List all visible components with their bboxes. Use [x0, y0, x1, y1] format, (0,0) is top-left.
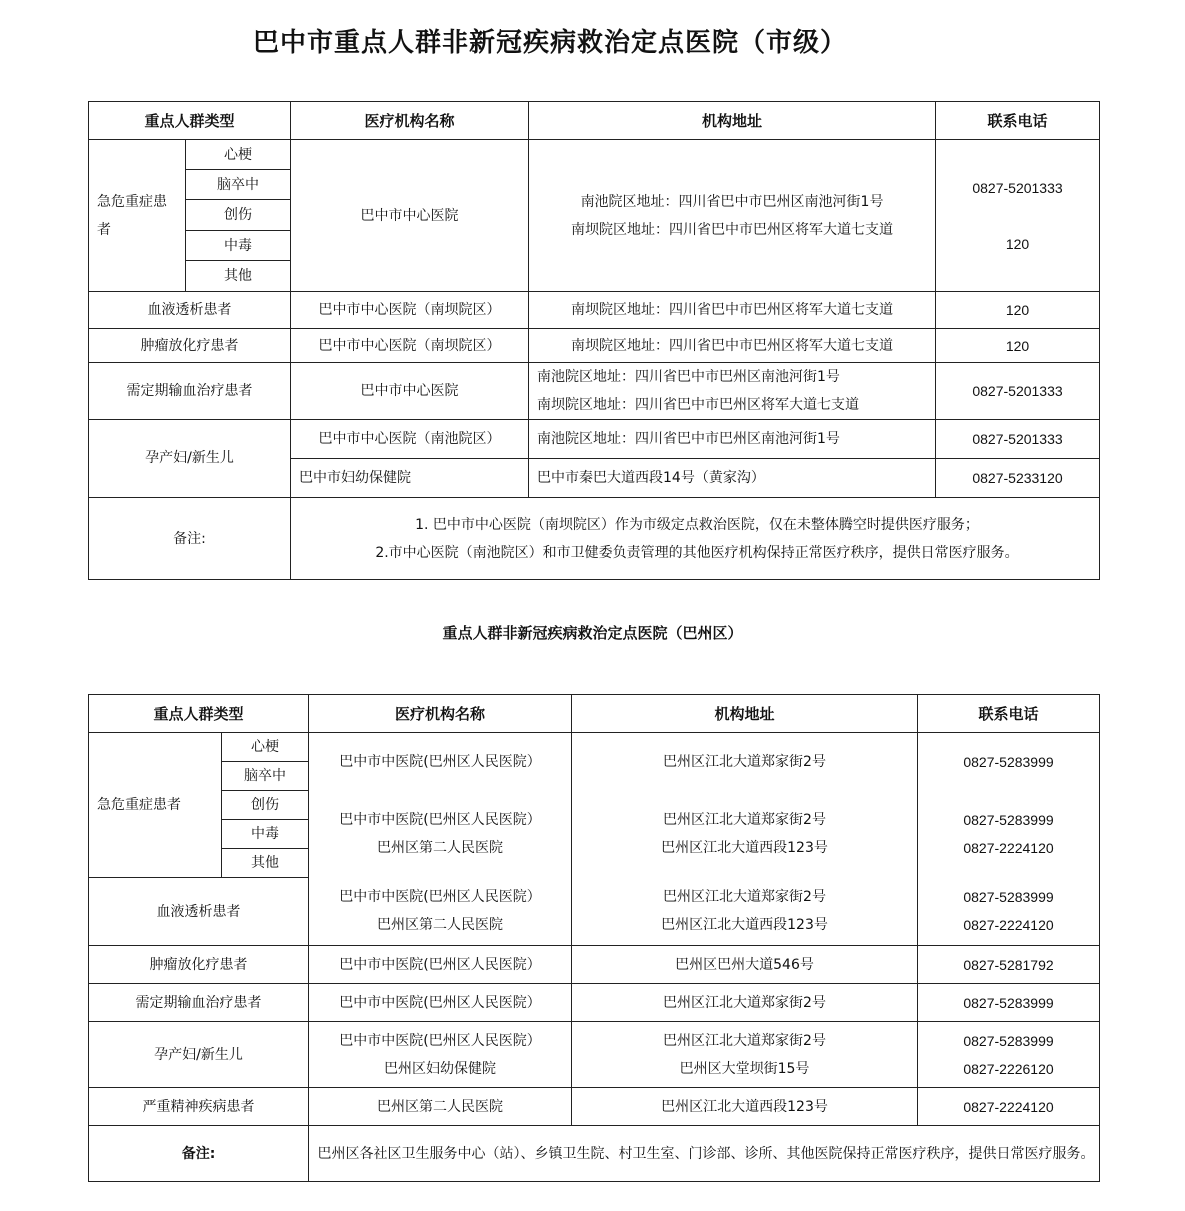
hospital-cell: 巴中市中医院(巴州区人民医院） — [309, 984, 572, 1022]
hospital-cell — [309, 878, 572, 946]
header-address: 机构地址 — [572, 695, 918, 733]
address-line: 巴州区江北大道郑家街2号 — [663, 812, 826, 828]
section-title: 重点人群非新冠疾病救治定点医院（巴州区） — [442, 624, 743, 642]
hospital-line: 巴州区第二人民医院 — [377, 917, 504, 934]
notes-content: 巴州区各社区卫生服务中心（站）、乡镇卫生院、村卫生室、门诊部、诊所、其他医院保持正常医疗秩序，提供日常医疗服务。 — [309, 1126, 1100, 1182]
hospital-cell: 巴州区第二人民医院 — [309, 1088, 572, 1126]
emergency-address-cell — [529, 140, 936, 292]
phone-cell: 0827-5281792 — [918, 946, 1100, 984]
phone-cell — [918, 878, 1100, 946]
phone-cell: 120 — [936, 292, 1100, 329]
hospital-cell: 巴中市中心医院 — [291, 363, 529, 420]
address-line: 南池院区地址：四川省巴中市巴州区南池河街1号 — [580, 193, 884, 210]
address-cell: 巴州区江北大道郑家街2号 — [572, 984, 918, 1022]
hospital-cell: 巴中市中心医院（南坝院区） — [291, 329, 529, 363]
phone-cell: 0827-5233120 — [936, 459, 1100, 498]
hospital-line: 巴中市中医院(巴州区人民医院） — [339, 889, 541, 906]
emergency-phone-cell — [936, 140, 1100, 292]
population-type-cell: 孕产妇/新生儿 — [89, 1022, 309, 1088]
phone-value: 0827-5283999 — [963, 889, 1054, 906]
hospital-cell: 巴中市中医院(巴州区人民医院） — [309, 946, 572, 984]
subtype-cell: 心梗 — [222, 733, 309, 762]
subtype-cell: 心梗 — [186, 140, 291, 170]
subtype-cell: 脑卒中 — [186, 170, 291, 200]
phone-value: 0827-2224120 — [963, 840, 1054, 856]
phone-value: 0827-2226120 — [963, 1060, 1054, 1077]
hospital-cell: 巴中市中心医院（南池院区） — [291, 420, 529, 459]
notes-label: 备注: — [89, 1126, 309, 1182]
phone-cell: 0827-5283999 — [918, 984, 1100, 1022]
notes-content — [291, 498, 1100, 580]
address-line: 巴州区江北大道西段123号 — [661, 917, 828, 934]
address-cell — [572, 878, 918, 946]
city-hospital-table — [88, 101, 1100, 580]
address-cell: 南坝院区地址：四川省巴中市巴州区将军大道七支道 — [529, 292, 936, 329]
phone-value: 120 — [1005, 235, 1030, 252]
phone-cell: 0827-5283999 — [918, 733, 1100, 791]
header-phone: 联系电话 — [918, 695, 1100, 733]
address-line: 巴州区江北大道郑家街2号 — [663, 1032, 826, 1049]
population-type-cell: 肿瘤放化疗患者 — [89, 329, 291, 363]
address-line: 南池院区地址：四川省巴中市巴州区南池河街1号 — [537, 369, 840, 385]
emergency-group-cell: 急危重症患者 — [89, 140, 186, 292]
hospital-line: 巴州区妇幼保健院 — [384, 1060, 497, 1077]
emergency-hospital-cell: 巴中市中心医院 — [291, 140, 529, 292]
header-phone: 联系电话 — [936, 102, 1100, 140]
subtype-cell: 创伤 — [186, 200, 291, 231]
address-cell: 南池院区地址：四川省巴中市巴州区南池河街1号 — [529, 420, 936, 459]
emergency-group-cell: 急危重症患者 — [89, 733, 222, 878]
address-cell: 南坝院区地址：四川省巴中市巴州区将军大道七支道 — [529, 329, 936, 363]
subtype-cell: 中毒 — [222, 820, 309, 849]
hospital-cell: 巴中市妇幼保健院 — [291, 459, 529, 498]
hospital-cell: 巴中市中医院(巴州区人民医院） — [309, 733, 572, 791]
address-cell — [572, 1022, 918, 1088]
address-line: 巴州区江北大道郑家街2号 — [663, 889, 826, 906]
address-line: 巴州区江北大道西段123号 — [661, 840, 828, 856]
phone-cell — [918, 791, 1100, 878]
subtype-cell: 其他 — [186, 261, 291, 292]
subtype-cell: 其他 — [222, 849, 309, 878]
header-population-type: 重点人群类型 — [89, 102, 291, 140]
phone-value: 0827-5201333 — [972, 179, 1063, 196]
population-type-cell: 需定期输血治疗患者 — [89, 363, 291, 420]
population-type-cell: 血液透析患者 — [89, 292, 291, 329]
population-type-cell: 严重精神疾病患者 — [89, 1088, 309, 1126]
address-cell — [529, 363, 936, 420]
population-type-cell: 需定期输血治疗患者 — [89, 984, 309, 1022]
phone-value: 0827-5283999 — [963, 1032, 1054, 1049]
address-line: 南坝院区地址：四川省巴中市巴州区将军大道七支道 — [571, 221, 894, 238]
hospital-line: 巴中市中医院(巴州区人民医院） — [339, 1032, 541, 1049]
hospital-line: 巴州区第二人民医院 — [377, 840, 504, 856]
phone-cell: 120 — [936, 329, 1100, 363]
subtype-cell: 脑卒中 — [222, 762, 309, 791]
address-cell: 巴州区江北大道西段123号 — [572, 1088, 918, 1126]
notes-label: 备注: — [89, 498, 291, 580]
population-type-cell: 孕产妇/新生儿 — [89, 420, 291, 498]
address-line: 巴州区大堂坝街15号 — [679, 1060, 810, 1077]
hospital-cell: 巴中市中心医院（南坝院区） — [291, 292, 529, 329]
phone-cell: 0827-5201333 — [936, 420, 1100, 459]
header-institution-name: 医疗机构名称 — [291, 102, 529, 140]
header-institution-name: 医疗机构名称 — [309, 695, 572, 733]
hospital-cell — [309, 791, 572, 878]
address-cell: 巴中市秦巴大道西段14号（黄家沟） — [529, 459, 936, 498]
address-line: 南坝院区地址：四川省巴中市巴州区将军大道七支道 — [537, 397, 860, 413]
hospital-line: 巴中市中医院(巴州区人民医院） — [339, 812, 541, 828]
note-line: 1. 巴中市中心医院（南坝院区）作为市级定点救治医院，仅在未整体腾空时提供医疗服务； — [415, 516, 979, 533]
subtype-cell: 中毒 — [186, 231, 291, 261]
phone-value: 0827-2224120 — [963, 917, 1054, 934]
page-title: 巴中市重点人群非新冠疾病救治定点医院（市级） — [252, 28, 847, 58]
note-line: 2.市中心医院（南池院区）和市卫健委负责管理的其他医疗机构保持正常医疗秩序，提供日常医疗服务。 — [375, 544, 1019, 561]
population-type-cell: 肿瘤放化疗患者 — [89, 946, 309, 984]
phone-cell: 0827-5201333 — [936, 363, 1100, 420]
phone-cell — [918, 1022, 1100, 1088]
address-cell — [572, 791, 918, 878]
address-cell: 巴州区江北大道郑家街2号 — [572, 733, 918, 791]
phone-cell: 0827-2224120 — [918, 1088, 1100, 1126]
header-population-type: 重点人群类型 — [89, 695, 309, 733]
district-hospital-table — [88, 694, 1100, 1182]
address-cell: 巴州区巴州大道546号 — [572, 946, 918, 984]
hospital-cell — [309, 1022, 572, 1088]
population-type-cell: 血液透析患者 — [89, 878, 309, 946]
subtype-cell: 创伤 — [222, 791, 309, 820]
header-address: 机构地址 — [529, 102, 936, 140]
phone-value: 0827-5283999 — [963, 812, 1054, 828]
